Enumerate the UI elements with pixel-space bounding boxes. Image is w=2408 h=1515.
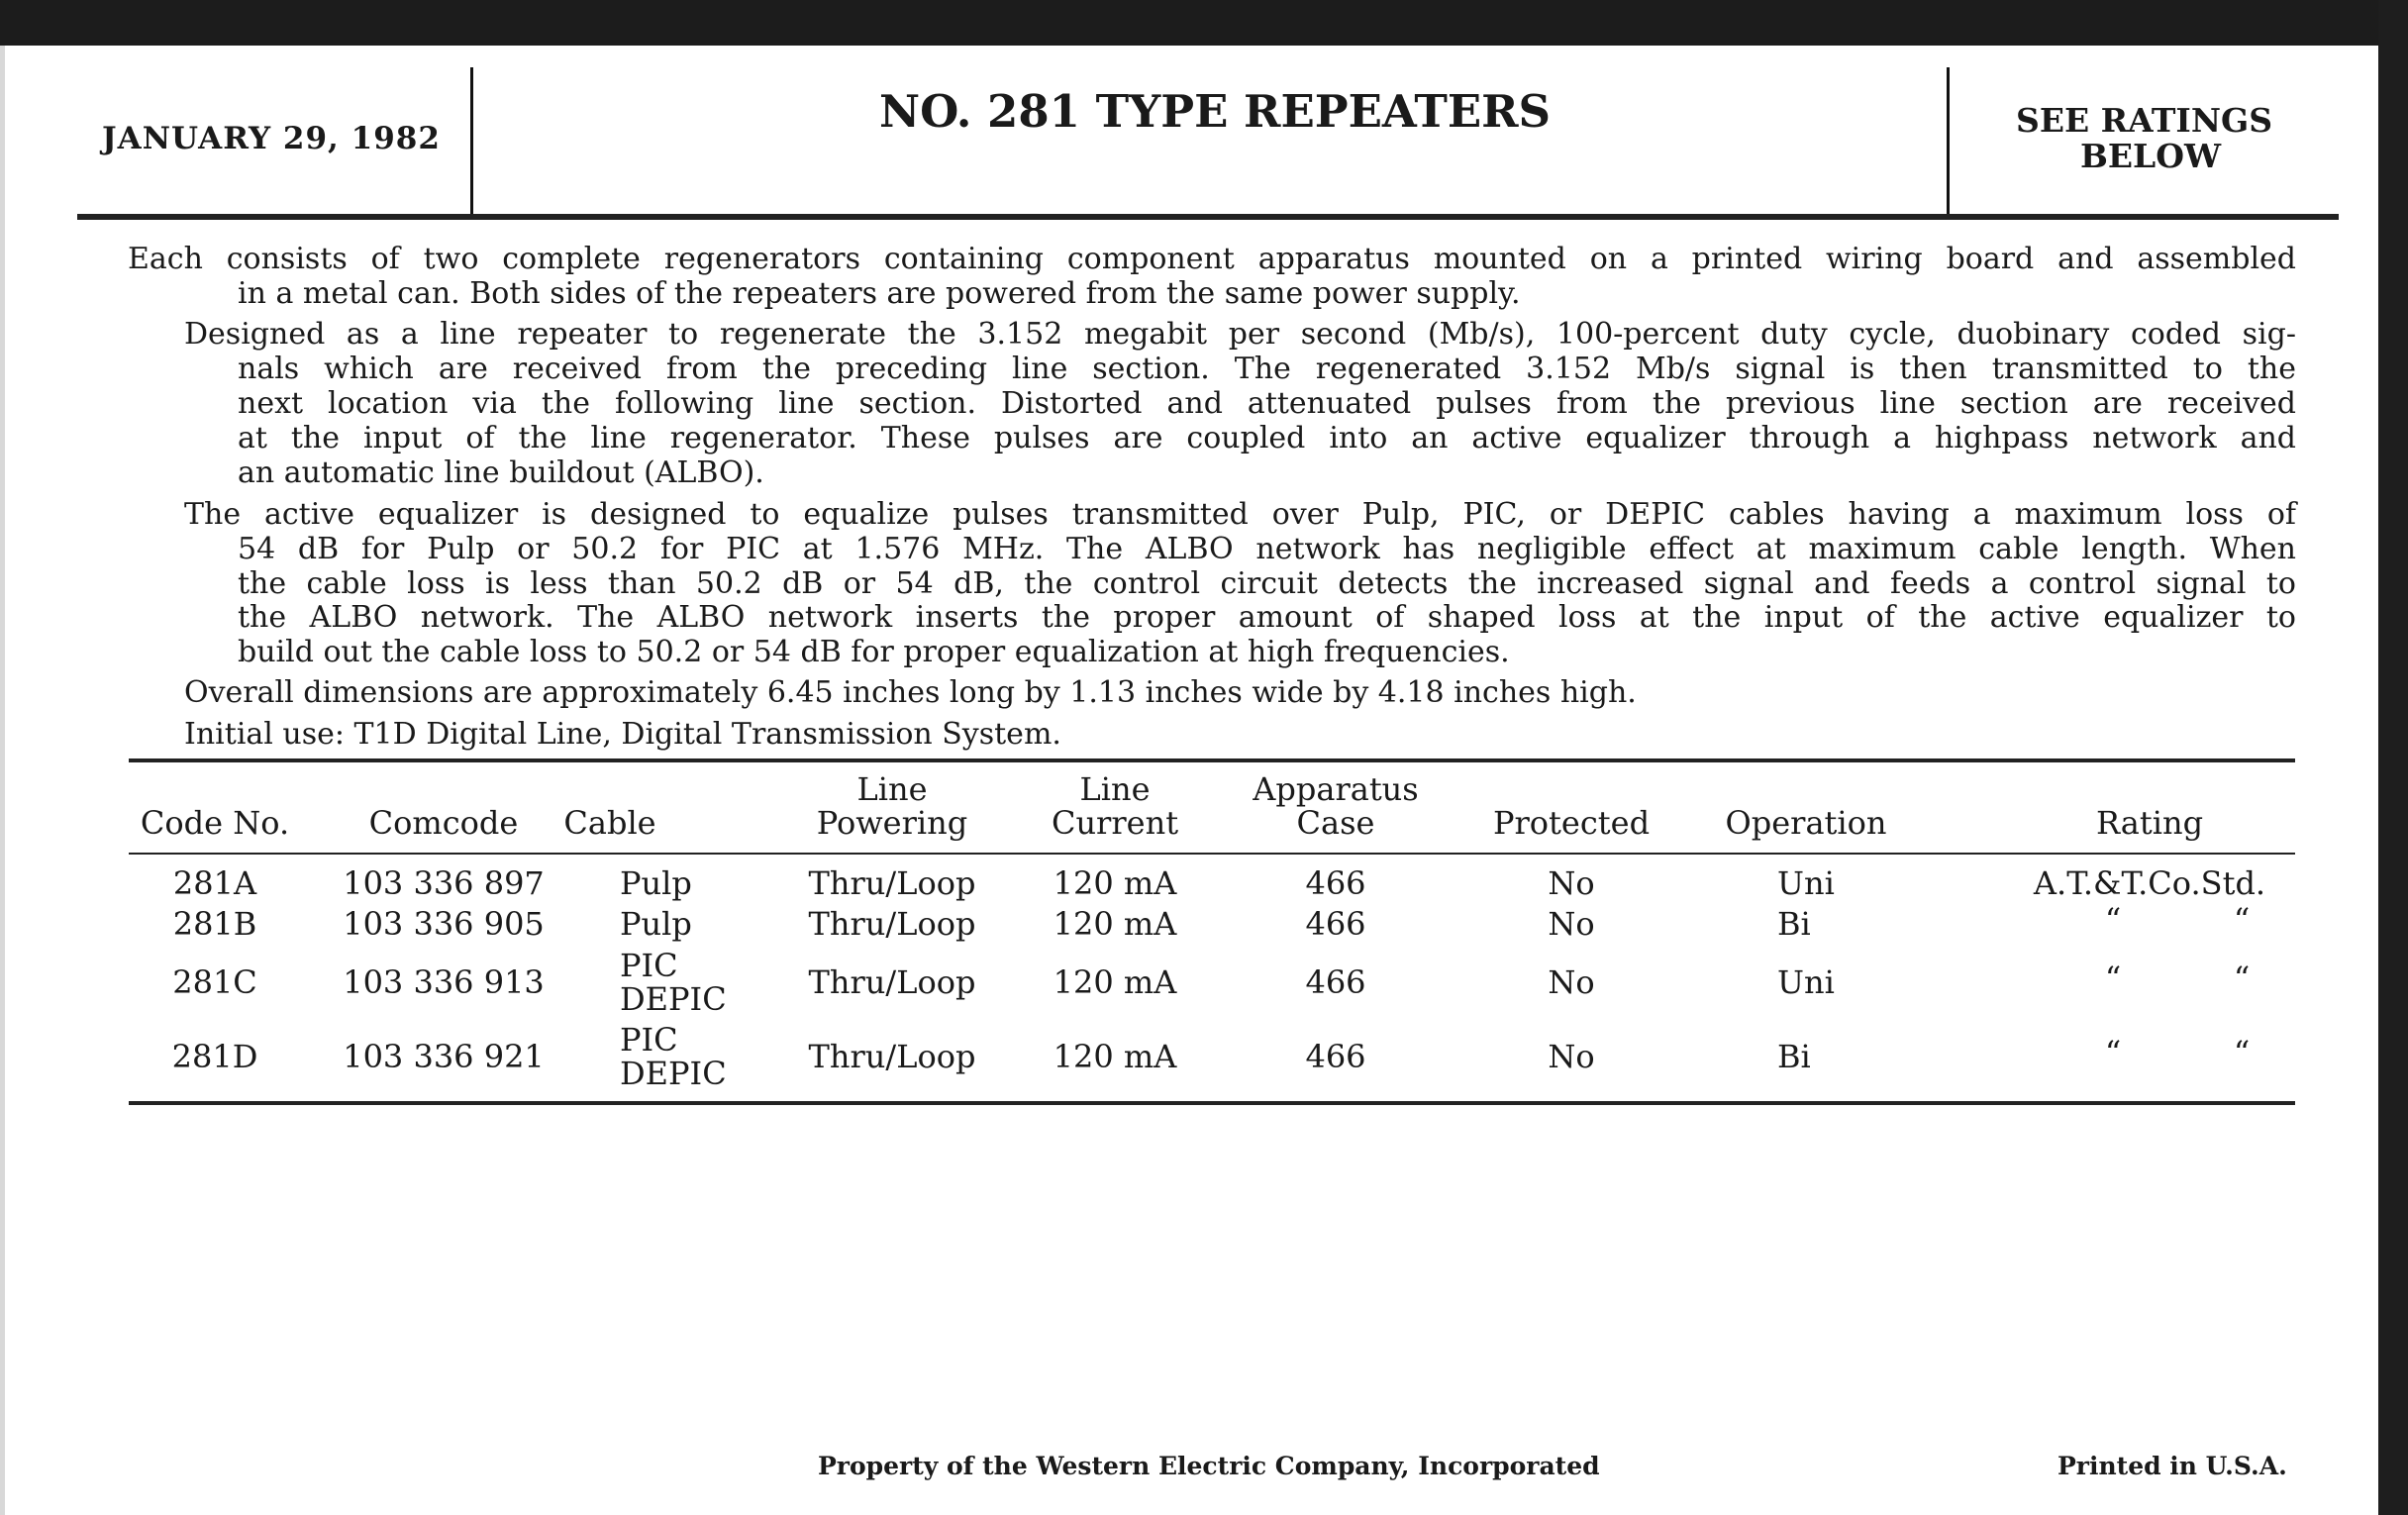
column-header-apparatus-case: Case — [1296, 804, 1375, 842]
paragraph-3-line: the ALBO network. The ALBO network inserts the proper amount of shaped loss at the input of the active equalizer to — [238, 600, 2296, 635]
document-date: JANUARY 29, 1982 — [102, 121, 441, 156]
ditto-mark: “ — [2233, 960, 2251, 997]
paragraph-3-line: The active equalizer is designed to equalize pulses transmitted over Pulp, PIC, or DEPIC cables having a maximum loss of — [184, 497, 2296, 532]
cell-code-no: 281A — [172, 864, 257, 902]
cell-code-no: 281C — [172, 963, 257, 1001]
cell-line-powering: Thru/Loop — [808, 963, 976, 1001]
scan-border-left — [0, 46, 5, 1515]
cell-operation: Bi — [1777, 905, 1811, 943]
ditto-mark: “ — [2104, 901, 2122, 939]
cell-apparatus-case: 466 — [1305, 1038, 1366, 1075]
cell-protected: No — [1548, 1038, 1595, 1075]
column-header-code-no: Code No. — [140, 804, 290, 842]
column-header-operation: Operation — [1725, 804, 1887, 842]
footer-property: Property of the Western Electric Company, Incorporated — [818, 1452, 1600, 1480]
column-header-line-current: Line — [1079, 770, 1151, 808]
cell-code-no: 281D — [171, 1038, 258, 1075]
cell-rating: A.T.&T.Co.Std. — [2033, 864, 2266, 902]
cell-line-current: 120 mA — [1053, 963, 1177, 1001]
cell-cable: DEPIC — [620, 1055, 727, 1092]
cell-line-powering: Thru/Loop — [808, 905, 976, 943]
paragraph-2-line: nals which are received from the preceding line section. The regenerated 3.152 Mb/s signal is then transmitted to the — [238, 352, 2296, 386]
footer-printed: Printed in U.S.A. — [2057, 1452, 2287, 1480]
cell-operation: Bi — [1777, 1038, 1811, 1075]
paragraph-4-line: Overall dimensions are approximately 6.45 inches long by 1.13 inches wide by 4.18 inches high. — [184, 675, 1637, 710]
column-header-line-current: Current — [1051, 804, 1179, 842]
paragraph-1-line: Each consists of two complete regenerators containing component apparatus mounted on a printed wiring board and assembled — [128, 242, 2296, 276]
column-header-protected: Protected — [1492, 804, 1651, 842]
header-divider-left — [470, 67, 473, 214]
cell-comcode: 103 336 897 — [343, 864, 545, 902]
cell-line-powering: Thru/Loop — [808, 864, 976, 902]
column-header-comcode: Comcode — [368, 804, 519, 842]
cell-cable: PIC — [620, 1021, 678, 1059]
ditto-mark: “ — [2233, 901, 2251, 939]
table-header-rule — [129, 853, 2295, 855]
paragraph-3-line: build out the cable loss to 50.2 or 54 dB for proper equalization at high frequencies. — [238, 635, 1510, 669]
paragraph-2-line: at the input of the line regenerator. These pulses are coupled into an active equalizer through a highpass network and — [238, 421, 2296, 455]
paragraph-2-line: next location via the following line section. Distorted and attenuated pulses from the previous line section are received — [238, 386, 2296, 421]
header-rule — [77, 214, 2339, 220]
cell-line-current: 120 mA — [1053, 905, 1177, 943]
cell-operation: Uni — [1777, 864, 1835, 902]
cell-comcode: 103 336 913 — [343, 963, 545, 1001]
paragraph-2-line: Designed as a line repeater to regenerate the 3.152 megabit per second (Mb/s), 100-percent duty cycle, duobinary coded sig- — [184, 317, 2296, 352]
cell-line-powering: Thru/Loop — [808, 1038, 976, 1075]
header-divider-right — [1947, 67, 1950, 214]
cell-line-current: 120 mA — [1053, 1038, 1177, 1075]
cell-cable: PIC — [620, 947, 678, 984]
paragraph-3-line: 54 dB for Pulp or 50.2 for PIC at 1.576 MHz. The ALBO network has negligible effect at maximum cable length. When — [238, 532, 2296, 566]
cell-cable: Pulp — [620, 864, 692, 902]
column-header-apparatus-case: Apparatus — [1253, 770, 1419, 808]
cell-cable: Pulp — [620, 905, 692, 943]
cell-apparatus-case: 466 — [1305, 905, 1366, 943]
column-header-rating: Rating — [2095, 804, 2204, 842]
table-top-rule — [129, 758, 2295, 762]
ditto-mark: “ — [2233, 1034, 2251, 1071]
ditto-mark: “ — [2104, 1034, 2122, 1071]
paragraph-3-line: the cable loss is less than 50.2 dB or 54 dB, the control circuit detects the increased signal and feeds a control signal to — [238, 566, 2296, 601]
cell-protected: No — [1548, 963, 1595, 1001]
rating-note-line2: BELOW — [2080, 137, 2222, 175]
cell-line-current: 120 mA — [1053, 864, 1177, 902]
paragraph-2-line: an automatic line buildout (ALBO). — [238, 455, 764, 490]
scan-border-top — [0, 0, 2408, 46]
scan-border-right — [2378, 0, 2408, 1515]
cell-cable: DEPIC — [620, 980, 727, 1018]
rating-note-line1: SEE RATINGS — [2016, 101, 2273, 140]
ditto-mark: “ — [2104, 960, 2122, 997]
cell-comcode: 103 336 905 — [343, 905, 545, 943]
column-header-cable: Cable — [563, 804, 656, 842]
cell-apparatus-case: 466 — [1305, 963, 1366, 1001]
cell-code-no: 281B — [172, 905, 257, 943]
page-title: NO. 281 TYPE REPEATERS — [879, 85, 1552, 138]
cell-operation: Uni — [1777, 963, 1835, 1001]
cell-protected: No — [1548, 864, 1595, 902]
cell-protected: No — [1548, 905, 1595, 943]
table-bottom-rule — [129, 1101, 2295, 1105]
cell-comcode: 103 336 921 — [343, 1038, 545, 1075]
column-header-line-powering: Powering — [816, 804, 968, 842]
paragraph-1-line: in a metal can. Both sides of the repeaters are powered from the same power supply. — [238, 276, 1521, 311]
paragraph-5-line: Initial use: T1D Digital Line, Digital Transmission System. — [184, 717, 1061, 752]
cell-apparatus-case: 466 — [1305, 864, 1366, 902]
column-header-line-powering: Line — [856, 770, 928, 808]
